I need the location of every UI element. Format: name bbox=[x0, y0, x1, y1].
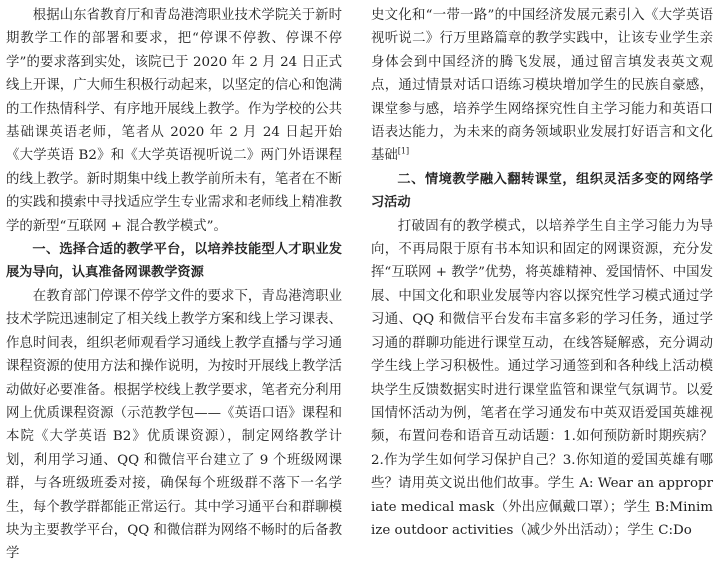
right-column bbox=[371, 4, 713, 542]
intro-paragraph: 根据山东省教育厅和青岛港湾职业技术学院关于新时期教学工作的部署和要求，把“停课不停教、停课不停学”的要求落到实处，该院已于 2020 年 2 月 24 日正式线上开课，广大师生积极行动起来，以坚定的信心和饱满的工作热情科学、有序地开展线上教学。作为学校的公共基础课英语老师，笔者从 2020 年 2 月 24 日起开始《大学英语 B2》和《大学英语视听说二》两门外语课程的线上教学。新时期集中线上教学前所未有，笔者在不断的实践和摸索中寻找适应学生专业需求和老师线上精准教学的新型“互联网 + 混合教学模式”。 bbox=[6, 8, 342, 234]
section-2-paragraph: 打破固有的教学模式，以培养学生自主学习能力为导向，不再局限于原有书本知识和固定的网课资源，充分发挥“互联网 + 教学”优势，将英雄精神、爱国情怀、中国发展、中国文化和职业发展等内容以探究性学习模式通过学习通、QQ 和微信平台发布丰富多彩的学习任务，通过学习通的群聊功能进行课堂互动，在线答疑解惑，充分调动学生线上学习积极性。通过学习通签到和各种线上活动模块学生反馈数据实时进行课堂监管和课堂气氛调节。以爱国情怀活动为例，笔者在学习通发布中英双语爱国英雄视频，布置问卷和语音互动话题：1.如何预防新时期疾病？2.作为学生如何学习保护自己？3.你知道的爱国英雄有哪些？请用英文说出他们故事。学生 A: Wear an appropriate medical mask（外出应佩戴口罩）；学生 B:Minimize outdoor activities（减少外出活动）；学生 C:Do bbox=[371, 218, 713, 538]
section-heading-1: 一、选择合适的教学平台，以培养技能型人才职业发展为导向，认真准备网课教学资源 bbox=[6, 242, 342, 281]
reference-marker: [1] bbox=[397, 146, 410, 156]
continued-paragraph bbox=[371, 4, 713, 168]
section-heading-2: 二、情境教学融入翻转课堂，组织灵活多变的网络学习活动 bbox=[371, 171, 713, 211]
section-1-paragraph: 在教育部门停课不停学文件的要求下，青岛港湾职业技术学院迅速制定了相关线上教学方案和线上学习课表、作息时间表，组织老师观看学习通线上教学直播与学习通课程资源的使用方法和操作说明，为按时开展线上教学活动做好必要准备。根据学校线上教学要求，笔者充分利用网上优质课程资源（示范教学包——《英语口语》课程和本院《大学英语 B2》优质课资源），制定网络教学计划，利用学习通、QQ 和微信平台建立了 9 个班级网课群，与各班级班委对接，确保每个班级群不落下一名学生，每个教学群都能正常运行。其中学习通平台和群聊模块为主要教学平台，QQ 和微信群为网络不畅时的后备教学 bbox=[6, 288, 342, 562]
continued-paragraph-text: 史文化和“一带一路”的中国经济发展元素引入《大学英语视听说二》行万里路篇章的教学实践中，让该专业学生亲身体会到中国经济的腾飞发展，通过留言填发表英文观点，通过情景对话口语练习模块增加学生的民族自豪感，课堂参与感，培养学生网络探究性自主学习能力和英语口语表达能力，为未来的商务领域职业发展打好语言和文化基础 bbox=[371, 8, 713, 164]
left-column bbox=[6, 4, 342, 566]
